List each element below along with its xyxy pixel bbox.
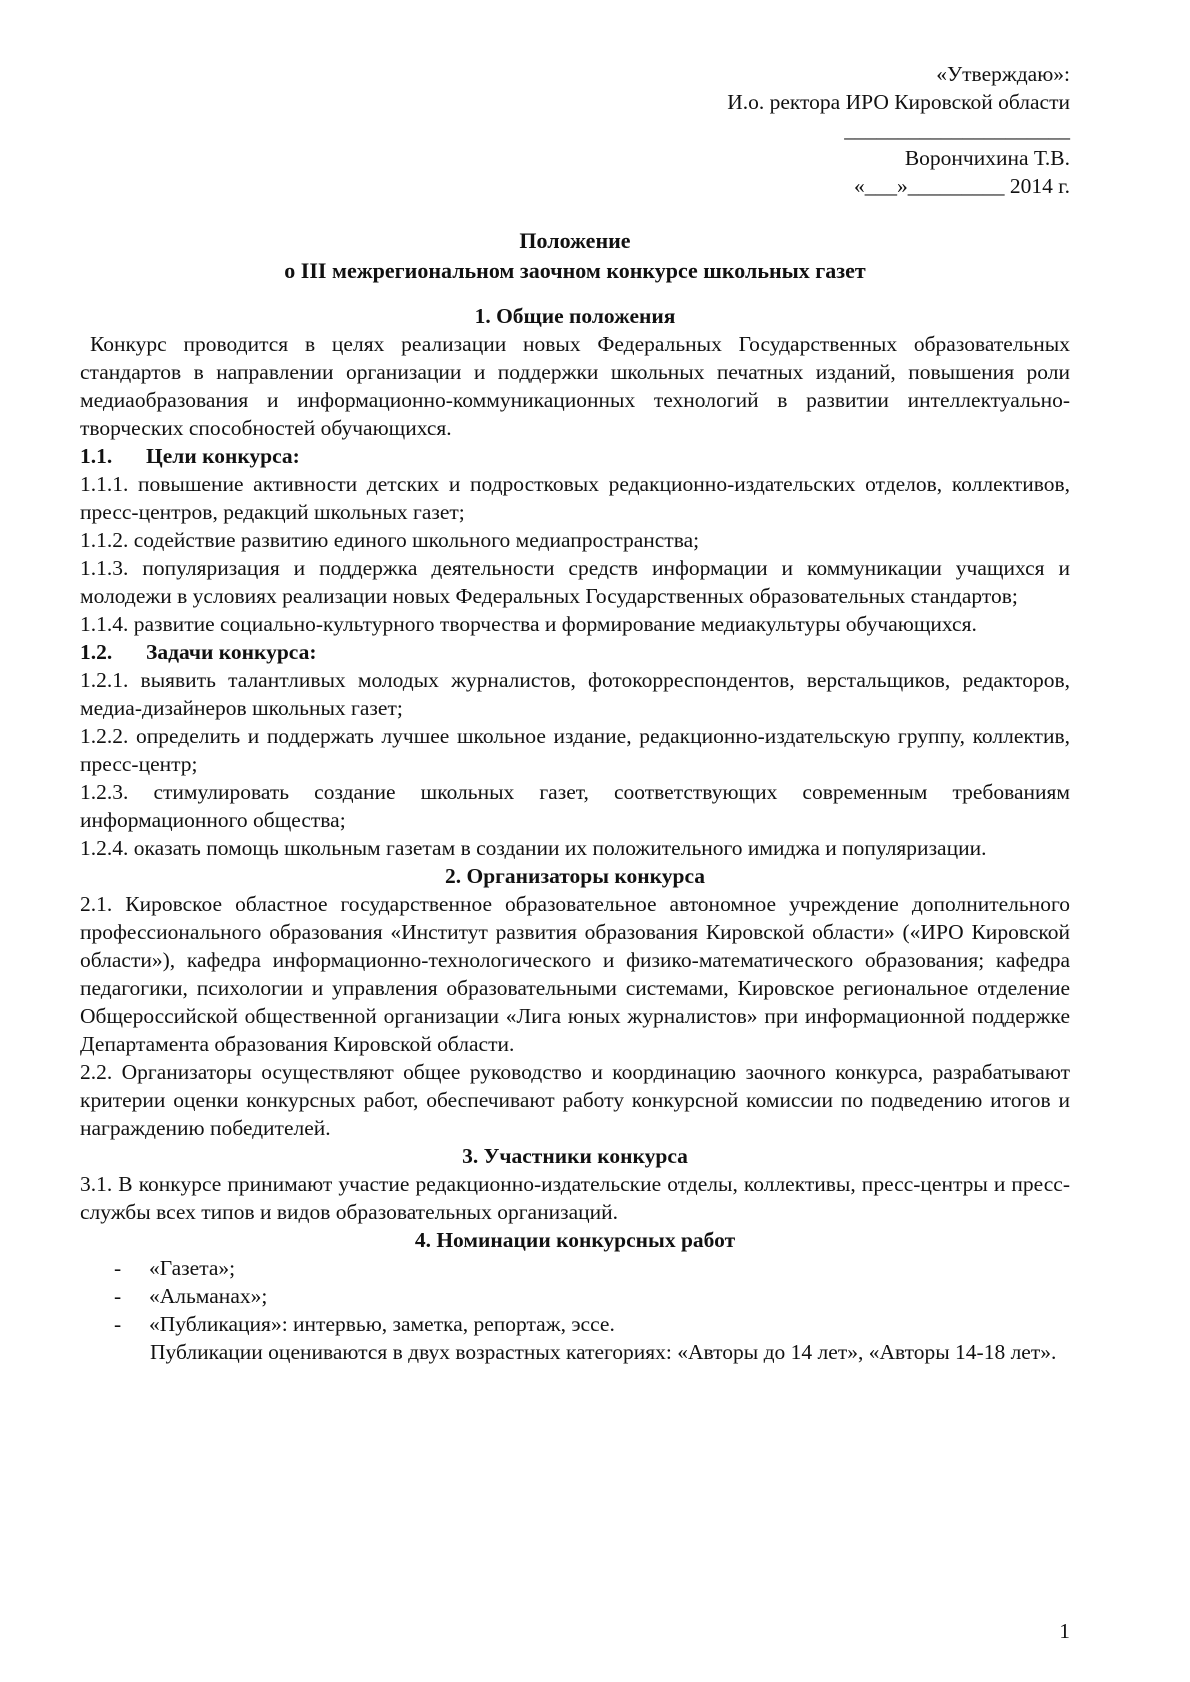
list-item: 1.2.1. выявить талантливых молодых журналистов, фотокорреспондентов, верстальщиков, редакторов, медиа-дизайнеров школьных газет; <box>80 668 1070 720</box>
list-item: 1.1.1. повышение активности детских и подростковых редакционно-издательских отделов, коллективов, пресс-центров, редакций школьных газет; <box>80 472 1070 524</box>
nomination-label: «Газета»; <box>149 1256 236 1280</box>
approval-line: «Утверждаю»: <box>936 62 1070 86</box>
dash-bullet: - <box>114 1312 122 1336</box>
page-number: 1 <box>1059 1619 1070 1643</box>
nomination-label: «Альманах»; <box>149 1284 268 1308</box>
approval-block <box>80 60 1070 200</box>
document-page <box>80 60 1070 1366</box>
subsection-title: Цели конкурса: <box>146 444 300 468</box>
paragraph: 3.1. В конкурсе принимают участие редакционно-издательские отделы, коллективы, пресс-центры и пресс-службы всех типов и видов образовательных организаций. <box>80 1172 1070 1224</box>
subsection-title: Задачи конкурса: <box>146 640 317 664</box>
approval-line: И.о. ректора ИРО Кировской области <box>727 90 1070 114</box>
section-heading: 2. Организаторы конкурса <box>444 864 706 888</box>
subsection-number: 1.1. <box>80 444 113 468</box>
subsection-heading <box>80 638 1070 666</box>
subsection-heading <box>80 442 1070 470</box>
title-line: о III межрегиональном заочном конкурсе школьных газет <box>284 258 866 283</box>
paragraph: 2.2. Организаторы осуществляют общее руководство и координацию заочного конкурса, разрабатывают критерии оценки конкурсных работ, обеспечивают работу конкурсной комиссии по подведению итогов и награждению победителей. <box>80 1060 1070 1140</box>
dash-bullet: - <box>114 1256 122 1280</box>
section-heading: 1. Общие положения <box>474 304 676 328</box>
nomination-note: Публикации оцениваются в двух возрастных категориях: «Авторы до 14 лет», «Авторы 14-18 лет». <box>150 1340 1057 1364</box>
list-item: 1.1.2. содействие развитию единого школьного медиапространства; <box>80 528 700 552</box>
paragraph: 2.1. Кировское областное государственное образовательное автономное учреждение дополнительного профессионального образования «Институт развития образования Кировской области» («ИРО Кировской области»), кафедра информационно-технологического и физико-математического образования; кафедра педагогики, психологии и управления образовательными системами, Кировское региональное отделение Общероссийской общественной организации «Лига юных журналистов» при информационной поддержке Департамента образования Кировской области. <box>80 892 1070 1056</box>
signature-line: _____________________ <box>844 118 1070 142</box>
list-item: 1.2.4. оказать помощь школьным газетам в создании их положительного имиджа и популяризации. <box>80 836 987 860</box>
nominations-list <box>80 1254 1070 1338</box>
list-item <box>114 1254 1070 1282</box>
list-item: 1.2.2. определить и поддержать лучшее школьное издание, редакционно-издательскую группу, коллектив, пресс-центр; <box>80 724 1070 776</box>
nomination-label: «Публикация»: интервью, заметка, репортаж, эссе. <box>149 1312 615 1336</box>
list-item <box>114 1282 1070 1310</box>
list-item <box>114 1310 1070 1338</box>
document-title <box>80 226 1070 286</box>
title-line: Положение <box>519 228 631 253</box>
section-heading: 3. Участники конкурса <box>462 1144 688 1168</box>
approver-name: Ворончихина Т.В. <box>904 146 1070 170</box>
subsection-number: 1.2. <box>80 640 113 664</box>
approval-date: «___»_________ 2014 г. <box>853 174 1070 198</box>
dash-bullet: - <box>114 1284 122 1308</box>
list-item: 1.1.3. популяризация и поддержка деятельности средств информации и коммуникации учащихся и молодежи в условиях реализации новых Федеральных Государственных образовательных стандартов; <box>80 556 1070 608</box>
list-item: 1.2.3. стимулировать создание школьных газет, соответствующих современным требованиям информационного общества; <box>80 780 1070 832</box>
paragraph: Конкурс проводится в целях реализации новых Федеральных Государственных образовательных стандартов в направлении организации и поддержки школьных печатных изданий, повышения роли медиаобразования и информационно-коммуникационных технологий в развитии интеллектуально-творческих способностей обучающихся. <box>80 332 1070 440</box>
list-item: 1.1.4. развитие социально-культурного творчества и формирование медиакультуры обучающихся. <box>80 612 977 636</box>
section-heading: 4. Номинации конкурсных работ <box>414 1228 736 1252</box>
